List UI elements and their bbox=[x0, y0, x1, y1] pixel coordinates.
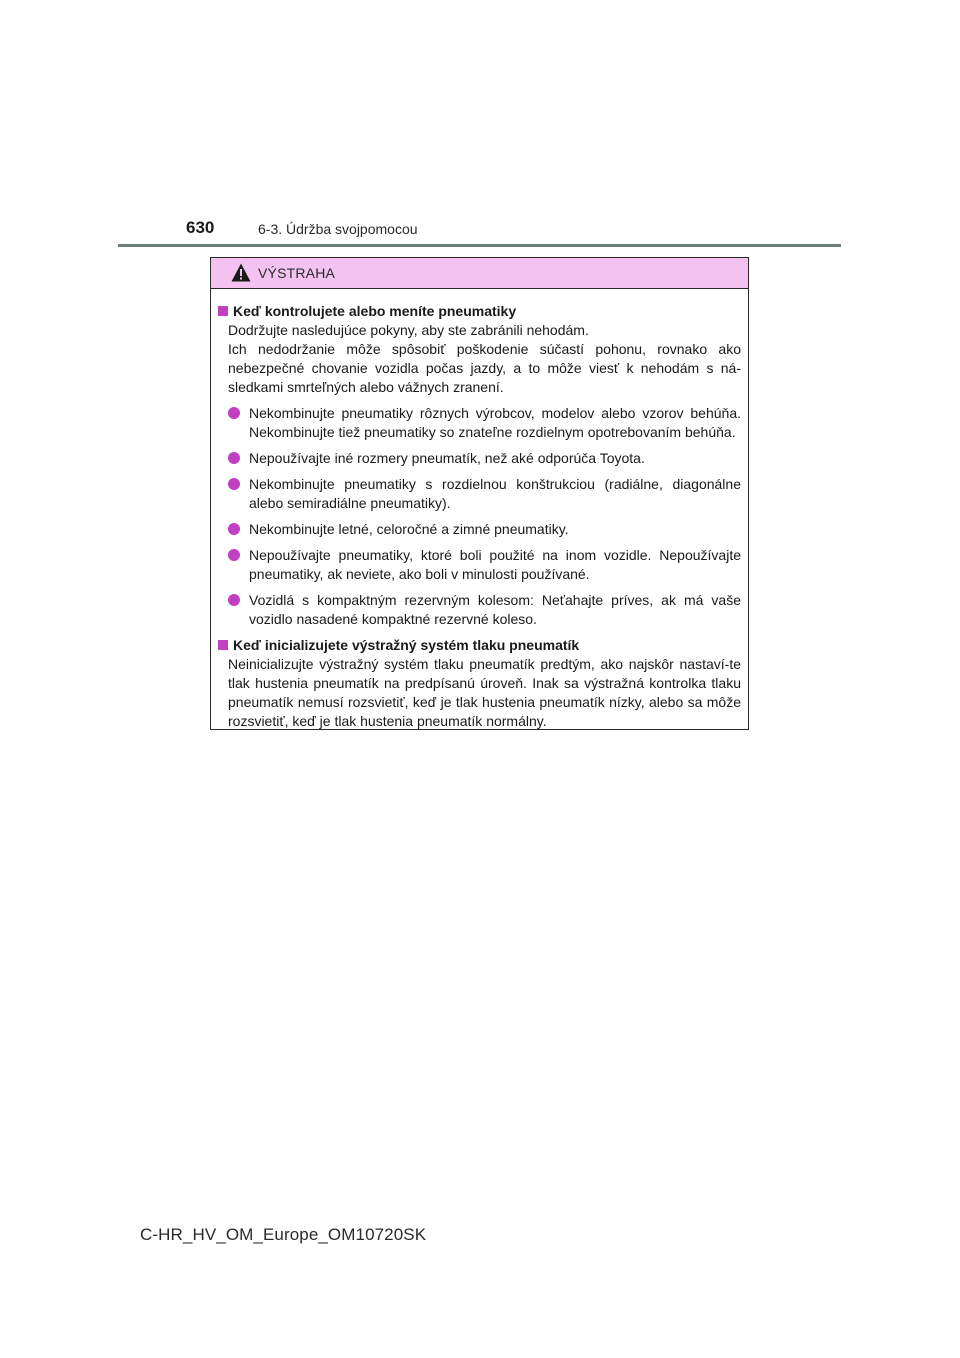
warning-header bbox=[211, 258, 748, 289]
paragraph: Ich nedodržanie môže spôsobiť poškodenie súčastí pohonu, rovnako ako nebezpečné chovanie vozidla počas jazdy, a to môže viesť k nehodám s ná-sledkami smrteľných alebo vážnych zranení. bbox=[228, 341, 741, 395]
list-item bbox=[218, 546, 741, 584]
list-item-text: Vozidlá s kompaktným rezervným kolesom: Neťahajte príves, ak má vaše vozidlo nasadené kompaktné rezervné koleso. bbox=[249, 592, 741, 627]
section-heading-text: Keď inicializujete výstražný systém tlaku pneumatík bbox=[233, 637, 580, 653]
bullet-dot-icon bbox=[228, 549, 240, 561]
bullet-dot-icon bbox=[228, 452, 240, 464]
header-divider bbox=[118, 244, 841, 247]
warning-body bbox=[211, 289, 748, 731]
bullet-dot-icon bbox=[228, 594, 240, 606]
list-item bbox=[218, 475, 741, 513]
list-item-text: Nepoužívajte iné rozmery pneumatík, než aké odporúča Toyota. bbox=[249, 450, 645, 466]
square-bullet-icon bbox=[218, 306, 228, 316]
section-heading-text: Keď kontrolujete alebo meníte pneumatiky bbox=[233, 303, 517, 319]
bullet-dot-icon bbox=[228, 478, 240, 490]
paragraph: Dodržujte nasledujúce pokyny, aby ste zabránili nehodám. bbox=[228, 322, 589, 338]
bullet-dot-icon bbox=[228, 523, 240, 535]
list-item-text: Nepoužívajte pneumatiky, ktoré boli použité na inom vozidle. Nepoužívajte pneumatiky, ak neviete, ako boli v minulosti používané. bbox=[249, 547, 741, 582]
section-heading bbox=[218, 636, 741, 655]
list-item bbox=[218, 520, 741, 539]
list-item bbox=[218, 404, 741, 442]
bullet-dot-icon bbox=[228, 407, 240, 419]
list-item bbox=[218, 449, 741, 468]
section-title: 6-3. Údržba svojpomocou bbox=[258, 221, 418, 237]
warning-triangle-icon bbox=[231, 263, 251, 282]
list-item-text: Nekombinujte pneumatiky s rozdielnou konštrukciou (radiálne, diagonálne alebo semiradiálne pneumatiky). bbox=[249, 476, 741, 511]
footer-doc-id: C-HR_HV_OM_Europe_OM10720SK bbox=[140, 1225, 427, 1244]
page-number: 630 bbox=[186, 218, 215, 237]
square-bullet-icon bbox=[218, 640, 228, 650]
list-item-text: Nekombinujte pneumatiky rôznych výrobcov, modelov alebo vzorov behúňa. Nekombinujte tiež pneumatiky so znateľne rozdielnym opotrebovaním behúňa. bbox=[249, 405, 741, 440]
paragraph: Neinicializujte výstražný systém tlaku pneumatík predtým, ako najskôr nastaví-te tlak hustenia pneumatík na predpísanú úroveň. Inak sa výstražná kontrolka tlaku pneumatík nemusí rozsvietiť, keď je tlak hustenia pneumatík nízky, alebo sa môže rozsvietiť, keď je tlak hustenia pneumatík normálny. bbox=[228, 656, 741, 729]
warning-box bbox=[210, 257, 749, 730]
section-heading bbox=[218, 302, 741, 321]
list-item bbox=[218, 591, 741, 629]
list-item-text: Nekombinujte letné, celoročné a zimné pneumatiky. bbox=[249, 521, 569, 537]
warning-title: VÝSTRAHA bbox=[258, 265, 336, 281]
